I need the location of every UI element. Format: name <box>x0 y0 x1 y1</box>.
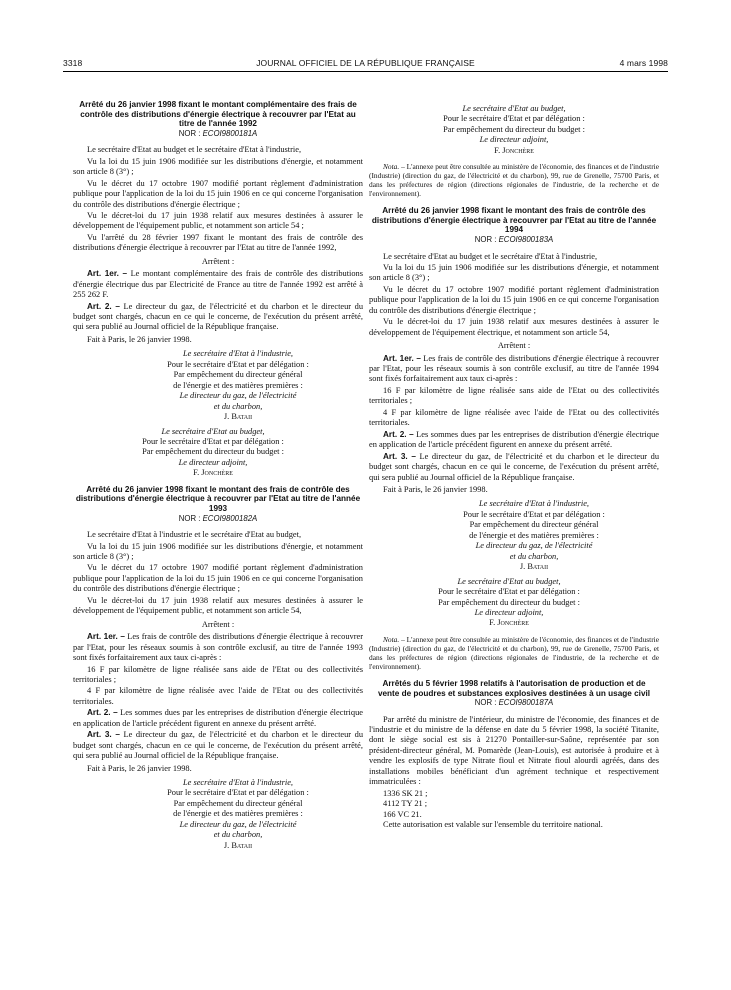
arretent-heading: Arrêtent : <box>497 341 531 351</box>
arrete-4-title: Arrêtés du 5 février 1998 relatifs à l'autorisation de production et de vente de poudres et substances explosives destinées à un usage civil <box>377 678 651 698</box>
arrete-3-article-3: Art. 3. – Le directeur du gaz, de l'électricité et du charbon et le directeur du budget sont chargés, chacun en ce qui le concerne, de l'exécution du présent arrêté, qui sera publié au Journal officiel de la République française. <box>369 451 660 482</box>
arrete-1-article-2: Art. 2. – Le directeur du gaz, de l'électricité et du charbon et le directeur du budget sont chargés, chacun en ce qui le concerne, de l'exécution du présent arrêté, qui sera publié au Journal officiel de la République française. <box>73 301 364 332</box>
arrete-4-body: Par arrêté du ministre de l'intérieur, du ministre de l'économie, des finances et de l'industrie et du ministre de la défense en date du 5 février 1998, la société Titanite, dont le siège social est sis à 21270 Pontailler-sur-Saône, représentée par son président-directeur général, M. Pomarède (Jean-Louis), est autorisée à produire et à vendre les explosifs de type Nitrate fioul et Nitrate fioul alourdi agréés, dans des installations mobiles bénéficiant d'un agrément technique et respectivement immatriculées : <box>369 714 659 787</box>
arrete-2-visa: Le secrétaire d'Etat à l'industrie et le secrétaire d'Etat au budget, <box>87 530 302 540</box>
arrete-3-visa: Vu le décret du 17 octobre 1907 modifié portant règlement d'administration publique pour l'application de la loi du 15 juin 1906 en ce qui concerne l'organisation du contrôle des distributions d'énergie électrique ; <box>369 284 659 315</box>
arrete-3-nor: NOR : ECOI9800183A <box>474 235 554 245</box>
arrete-2-fait-a: Fait à Paris, le 26 janvier 1998. <box>87 763 192 773</box>
arrete-3-rate-2: 4 F par kilomètre de ligne réalisée avec l'aide de l'Etat ou des collectivités territoriales. <box>369 407 659 428</box>
arrete-2-article-2: Art. 2. – Les sommes dues par les entreprises de distribution d'énergie électrique en application de l'article précédent figurent en annexe du présent arrêté. <box>73 708 363 728</box>
arrete-2-signature-budget: Le secrétaire d'Etat au budget, Pour le secrétaire d'Etat et par délégation : Par empêchement du directeur du budget : Le directeur adjoint, F. Jonchère <box>443 104 585 155</box>
arrete-3-signature-industrie: Le secrétaire d'Etat à l'industrie, Pour le secrétaire d'Etat et par délégation : Par empêchement du directeur général de l'énergie et des matières premières : Le directeur du gaz, de l'électricité et du charbon, J. Bataii <box>463 499 605 572</box>
left-column <box>73 100 363 855</box>
arrete-3-visa: Vu le décret-loi du 17 juin 1938 relatif aux mesures destinées à assurer le développement de l'équipement électrique, et notamment son article 54, <box>369 317 659 337</box>
arrete-4-nor: NOR : ECOI9800187A <box>474 698 554 708</box>
arrete-3-article-1: Art. 1er. – Les frais de contrôle des distributions d'énergie électrique à recouvrer par l'Etat, pour les réseaux soumis à son contrôle exclusif, au titre de l'année 1994 sont fixés forfaitairement aux taux ci-après : <box>369 353 659 384</box>
arrete-2-article-3: Art. 3. – Le directeur du gaz, de l'électricité et du charbon et le directeur du budget sont chargés, chacun en ce qui le concerne, de l'exécution du présent arrêté, qui sera publié au Journal officiel de la République française. <box>73 730 364 761</box>
immatriculation: 4112 TY 21 ; <box>383 799 428 809</box>
arrete-3-fait-a: Fait à Paris, le 26 janvier 1998. <box>383 485 488 495</box>
immatriculation: 166 VC 21. <box>383 809 422 819</box>
arrete-1-signature-budget: Le secrétaire d'Etat au budget, Pour le secrétaire d'Etat et par délégation : Par empêchement du directeur du budget : Le directeur adjoint, F. Jonchère <box>142 426 284 478</box>
arrete-1-visa: Le secrétaire d'Etat au budget et le secrétaire d'Etat à l'industrie, <box>87 145 302 155</box>
arrete-1-visa: Vu le décret-loi du 17 juin 1938 relatif aux mesures destinées à assurer le développement de l'équipement public, et notamment son article 54 ; <box>73 210 363 231</box>
arrete-2-rate-1: 16 F par kilomètre de ligne réalisée sans aide de l'Etat ou des collectivités territoriales ; <box>73 664 363 684</box>
arrete-3-visa: Vu la loi du 15 juin 1906 modifiée sur les distributions d'énergie, et notamment son article 8 (3°) ; <box>369 262 659 283</box>
arretent-heading: Arrêtent : <box>201 619 235 629</box>
arrete-3-signature-budget: Le secrétaire d'Etat au budget, Pour le secrétaire d'Etat et par délégation : Par empêchement du directeur du budget : Le directeur adjoint, F. Jonchère <box>438 576 580 628</box>
arrete-3-article-2: Art. 2. – Les sommes dues par les entreprises de distribution d'énergie électrique en application de l'article précédent figurent en annexe du présent arrêté. <box>369 429 659 450</box>
arrete-2-nota: Nota. – L'annexe peut être consultée au ministère de l'économie, des finances et de l'industrie (Industrie) (direction du gaz, de l'électricité et du charbon), 99, rue de Grenelle, 75700 Paris, et dans les préfectures de région (directions régionales de l'industrie, de la recherche et de l'environnement). <box>369 162 659 199</box>
journal-title: JOURNAL OFFICIEL DE LA RÉPUBLIQUE FRANÇAISE <box>256 58 475 68</box>
arrete-1-fait-a: Fait à Paris, le 26 janvier 1998. <box>87 334 192 344</box>
arrete-1-visa: Vu l'arrêté du 28 février 1997 fixant le montant des frais de contrôle des distributions d'énergie électrique à recouvrer par l'Etat au titre de l'année 1992, <box>73 232 363 253</box>
arrete-2-visa: Vu le décret-loi du 17 juin 1938 relatif aux mesures destinées à assurer le développement de l'équipement public, et notamment son article 54, <box>73 595 363 616</box>
arrete-3-visa: Le secrétaire d'Etat au budget et le secrétaire d'Etat à l'industrie, <box>383 251 598 261</box>
arrete-1-nor: NOR : ECOI9800181A <box>178 128 258 138</box>
arretent-heading: Arrêtent : <box>201 256 235 266</box>
arrete-2-visa: Vu la loi du 15 juin 1906 modifiée sur les distributions d'énergie, et notamment son article 8 (3°) ; <box>73 541 363 561</box>
immatriculation: 1336 SK 21 ; <box>383 788 428 798</box>
arrete-1-visa: Vu la loi du 15 juin 1906 modifiée sur les distributions d'énergie, et notamment son article 8 (3°) ; <box>73 156 363 177</box>
arrete-3-nota: Nota. – L'annexe peut être consultée au ministère de l'économie, des finances et de l'industrie (Industrie) (direction du gaz, de l'électricité et du charbon), 99, rue de Grenelle, 75700 Paris, et dans les préfectures de région (directions régionales de l'industrie, de la recherche et de l'environnement). <box>369 634 659 671</box>
header-rule <box>63 71 668 72</box>
arrete-2-title: Arrêté du 26 janvier 1998 fixant le montant des frais de contrôle des distributions d'énergie électrique à recouvrer par l'Etat au titre de l'année 1993 <box>75 484 361 514</box>
arrete-2-signature-industrie: Le secrétaire d'Etat à l'industrie, Pour le secrétaire d'Etat et par délégation : Par empêchement du directeur général de l'énergie et des matières premières : Le directeur du gaz, de l'électricité et du charbon, J. Bataii <box>167 778 309 850</box>
page-header <box>63 58 668 70</box>
arrete-1-title: Arrêté du 26 janvier 1998 fixant le montant complémentaire des frais de contrôle des distributions d'énergie électrique à recouvrer par l'Etat au titre de l'année 1992 <box>79 100 357 129</box>
arrete-3-rate-1: 16 F par kilomètre de ligne réalisée sans aide de l'Etat ou des collectivités territoriales ; <box>369 385 659 406</box>
arrete-1-article-1: Art. 1er. – Le montant complémentaire des frais de contrôle des distributions d'énergie électrique dus par Electricité de France au titre de l'année 1992 est arrêté à 255 262 F. <box>73 269 363 300</box>
right-column <box>369 104 659 832</box>
arrete-2-nor: NOR : ECOI9800182A <box>178 513 258 523</box>
arrete-2-article-1: Art. 1er. – Les frais de contrôle des distributions d'énergie électrique à recouvrer par l'Etat, pour les réseaux soumis à son contrôle exclusif, au titre de l'année 1993 sont fixés forfaitairement aux taux ci-après : <box>73 632 363 663</box>
arrete-2-visa: Vu le décret du 17 octobre 1907 modifié portant règlement d'administration publique pour l'application de la loi du 15 juin 1906 en ce qui concerne l'organisation du contrôle des distributions d'énergie électrique ; <box>73 563 363 594</box>
arrete-3-title: Arrêté du 26 janvier 1998 fixant le montant des frais de contrôle des distributions d'énergie électrique à recouvrer par l'Etat au titre de l'année 1994 <box>371 206 657 235</box>
arrete-1-signature-industrie: Le secrétaire d'Etat à l'industrie, Pour le secrétaire d'Etat et par délégation : Par empêchement du directeur général de l'énergie et des matières premières : Le directeur du gaz, de l'électricité et du charbon, J. Bataii <box>167 349 309 422</box>
page-number: 3318 <box>63 58 83 68</box>
arrete-4-closing: Cette autorisation est valable sur l'ensemble du territoire national. <box>383 820 603 830</box>
arrete-2-rate-2: 4 F par kilomètre de ligne réalisée avec l'aide de l'Etat ou des collectivités territoriales. <box>73 686 363 706</box>
issue-date: 4 mars 1998 <box>619 58 668 68</box>
arrete-1-visa: Vu le décret du 17 octobre 1907 modifié portant règlement d'administration publique pour l'application de la loi du 15 juin 1906 en ce qui concerne l'organisation du contrôle des distributions d'énergie électrique ; <box>73 178 363 209</box>
